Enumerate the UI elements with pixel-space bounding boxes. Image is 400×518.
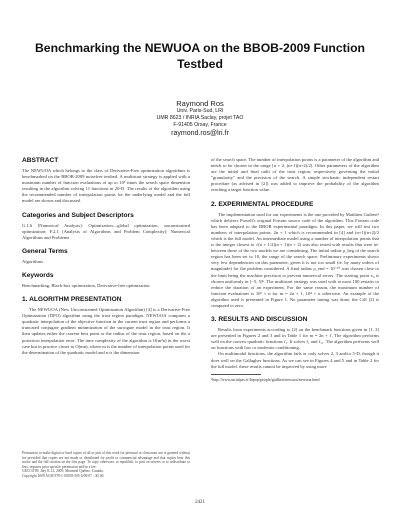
page-number: 2421 — [195, 500, 205, 505]
keywords-text: Benchmarking, Black-box optimization, Derivative-free optimization — [22, 282, 150, 288]
section-3-text: Results from experiments according to [2] on the benchmark functions given in [1, 3] are presented in Figures 2 and 3 and in Table 1 for m = 2n + 1. The algorithm performs well on the convex quadratic functions f₁. It solves f₁ and f₁₁. The algorithm performs well on functions with low or moderate conditioning. — [211, 327, 379, 351]
author-email: raymond.ros@lri.fr — [171, 130, 229, 137]
general-terms-heading: General Terms — [22, 247, 68, 255]
section-3-text-2: On multimodal functions, the algorithm fails or only solves 2, 3 and/or 5-D, though it does well on the Gallagher functions. As we can see in Figures 4 and 5 and in Table 2 for the full model, these results cannot be improved by using more — [211, 351, 379, 369]
section-1-text: The NEWUOA (New Unconstrained Optimization Algorithm) [4] is a Derivative-Free Optimization (DFO) algorithm using the trust region paradigm. NEWUOA computes a quadratic interpolation of the objective function in the current trust region and performs a truncated conjugate gradient minimization of the surrogate model in the trust region. It then updates either the current best point or the radius of the trust region, based on the a posteriori interpolation error. The time complexity of the algorithm is O(m³n) in the worst case but in practice closer to O(mn), where m is the number of interpolation points used for the determination of the quadratic model and n is the dimension — [22, 307, 191, 355]
abstract-heading: ABSTRACT — [22, 157, 59, 164]
section-1-heading: 1. ALGORITHM PRESENTATION — [22, 296, 122, 304]
permission-text: Permission to make digital or hard copies of all or part of this work for personal or classroom use is granted without fee provided that copies are not made or distributed for profit or commercial advantage and that copies bear this notice and the full citation on the first page. To copy otherwise, to republish, to post on servers or to redistribute to lists, requires prior specific permission and/or a fee. — [22, 451, 190, 469]
footnote-link[interactable]: ¹http://www.inrialpes.fr/bipop/people/guilbert/newuoa/newuoa.html — [211, 376, 320, 382]
categories-text: G.1.6 [Numerical Analysis]: Optimization—global optimization, unconstrained optimization; F.2.1 [Analysis of Algorithms and Problem Complexity]: Numerical Algorithms and Problems — [22, 222, 190, 240]
keywords-heading: Keywords — [22, 271, 54, 279]
copyright-info: Copyright 2009 ACM 978-1-60558-505-5/09/07 ...$5.00. — [22, 473, 105, 478]
section-2-heading: 2. EXPERIMENTAL PROCEDURE — [211, 200, 314, 208]
right-column — [211, 157, 379, 382]
author-block — [100, 99, 300, 138]
section-3-heading: 3. RESULTS AND DISCUSSION — [211, 316, 308, 324]
author-name: Raymond Ros — [176, 99, 224, 108]
left-column — [22, 157, 190, 356]
section-2-text: The implementation used for our experiments is the one provided by Matthieu Guibert¹ which delivers Powell's original Fortran source code of the algorithm. This Fortran code has been adapted to the BBOB experimental paradigm. In this paper, we will test two numbers of interpolation points. 2n + 1 which is recommended in [4] and (n+1)(n+2)/2 which is the full model. An intermediate model using a number of interpolation points that is the integer closest to √(n + 1/2)(n + 1)(n + 2) was also tested with results that were in-between those of the two models we are considering. The initial radius ρ_beg of the search region has been set to 10, the range of the search space. Preliminary experiments shows very few dependencies on this parameter, given it is not too small (ie. by many orders of magnitude) for the problem considered. A final radius ρ_end = 10⁻¹⁰ was chosen close to the limit being the machine precision to prevent numerical errors. The starting point x₀ is chosen uniformly in [−5, 5]ⁿ. The multistart strategy was used with at most 100 restarts to reduce the duration of an experiment. For the same reason, the maximum number of function evaluations is 10⁵ × n for m = 2n + 1, 10⁴ × n otherwise. An example of the algorithm used is presented in Figure 1. No parameter tuning was done, the CrE [2] is computed to zero. — [211, 211, 379, 308]
conference-info: GECCO'09, July 8–12, 2009, Montréal Québec, Canada. — [22, 469, 104, 474]
paper-title: Benchmarking the NEWUOA on the BBOB-2009 Function Testbed — [35, 41, 365, 71]
categories-heading: Categories and Subject Descriptors — [22, 211, 134, 219]
section-1-continued: of the search space. The number of interpolation points is a parameter of the algorithm and needs to be chosen in the range [n + 2, (n+1)(n+2)/2]. Other parameters of the algorithm are the initial and final radii of the trust region, respectively governing the initial "granularity" and the precision of the search. A simple stochastic independent restart procedure (as advised in [2]) was added to improve the probability of the algorithm reaching a target function value. — [211, 157, 379, 193]
author-affiliation-3: F-91405 Orsay, France — [173, 122, 227, 128]
abstract-text: The NEWUOA which belongs to the class of Derivative-Free optimization algorithms is benchmarked on the BBOB-2009 noisefree testbed. A multistart strategy is applied with a maximum number of function evaluations of up to 10⁵ times the search space dimension resulting in the algorithm solving 11 functions in 20-D. The results of the algorithm using the recommended number of interpolation points for the underlying model and the full model are shown and discussed. — [22, 168, 190, 204]
general-terms-text: Algorithms — [22, 258, 43, 264]
permission-notice — [22, 451, 190, 479]
footnote-rule — [211, 374, 261, 375]
author-affiliation-1: Univ. Paris-Sud, LRI — [176, 108, 224, 114]
author-affiliation-2: UMR 8623 / INRIA Saclay, projet TAO — [156, 115, 244, 121]
